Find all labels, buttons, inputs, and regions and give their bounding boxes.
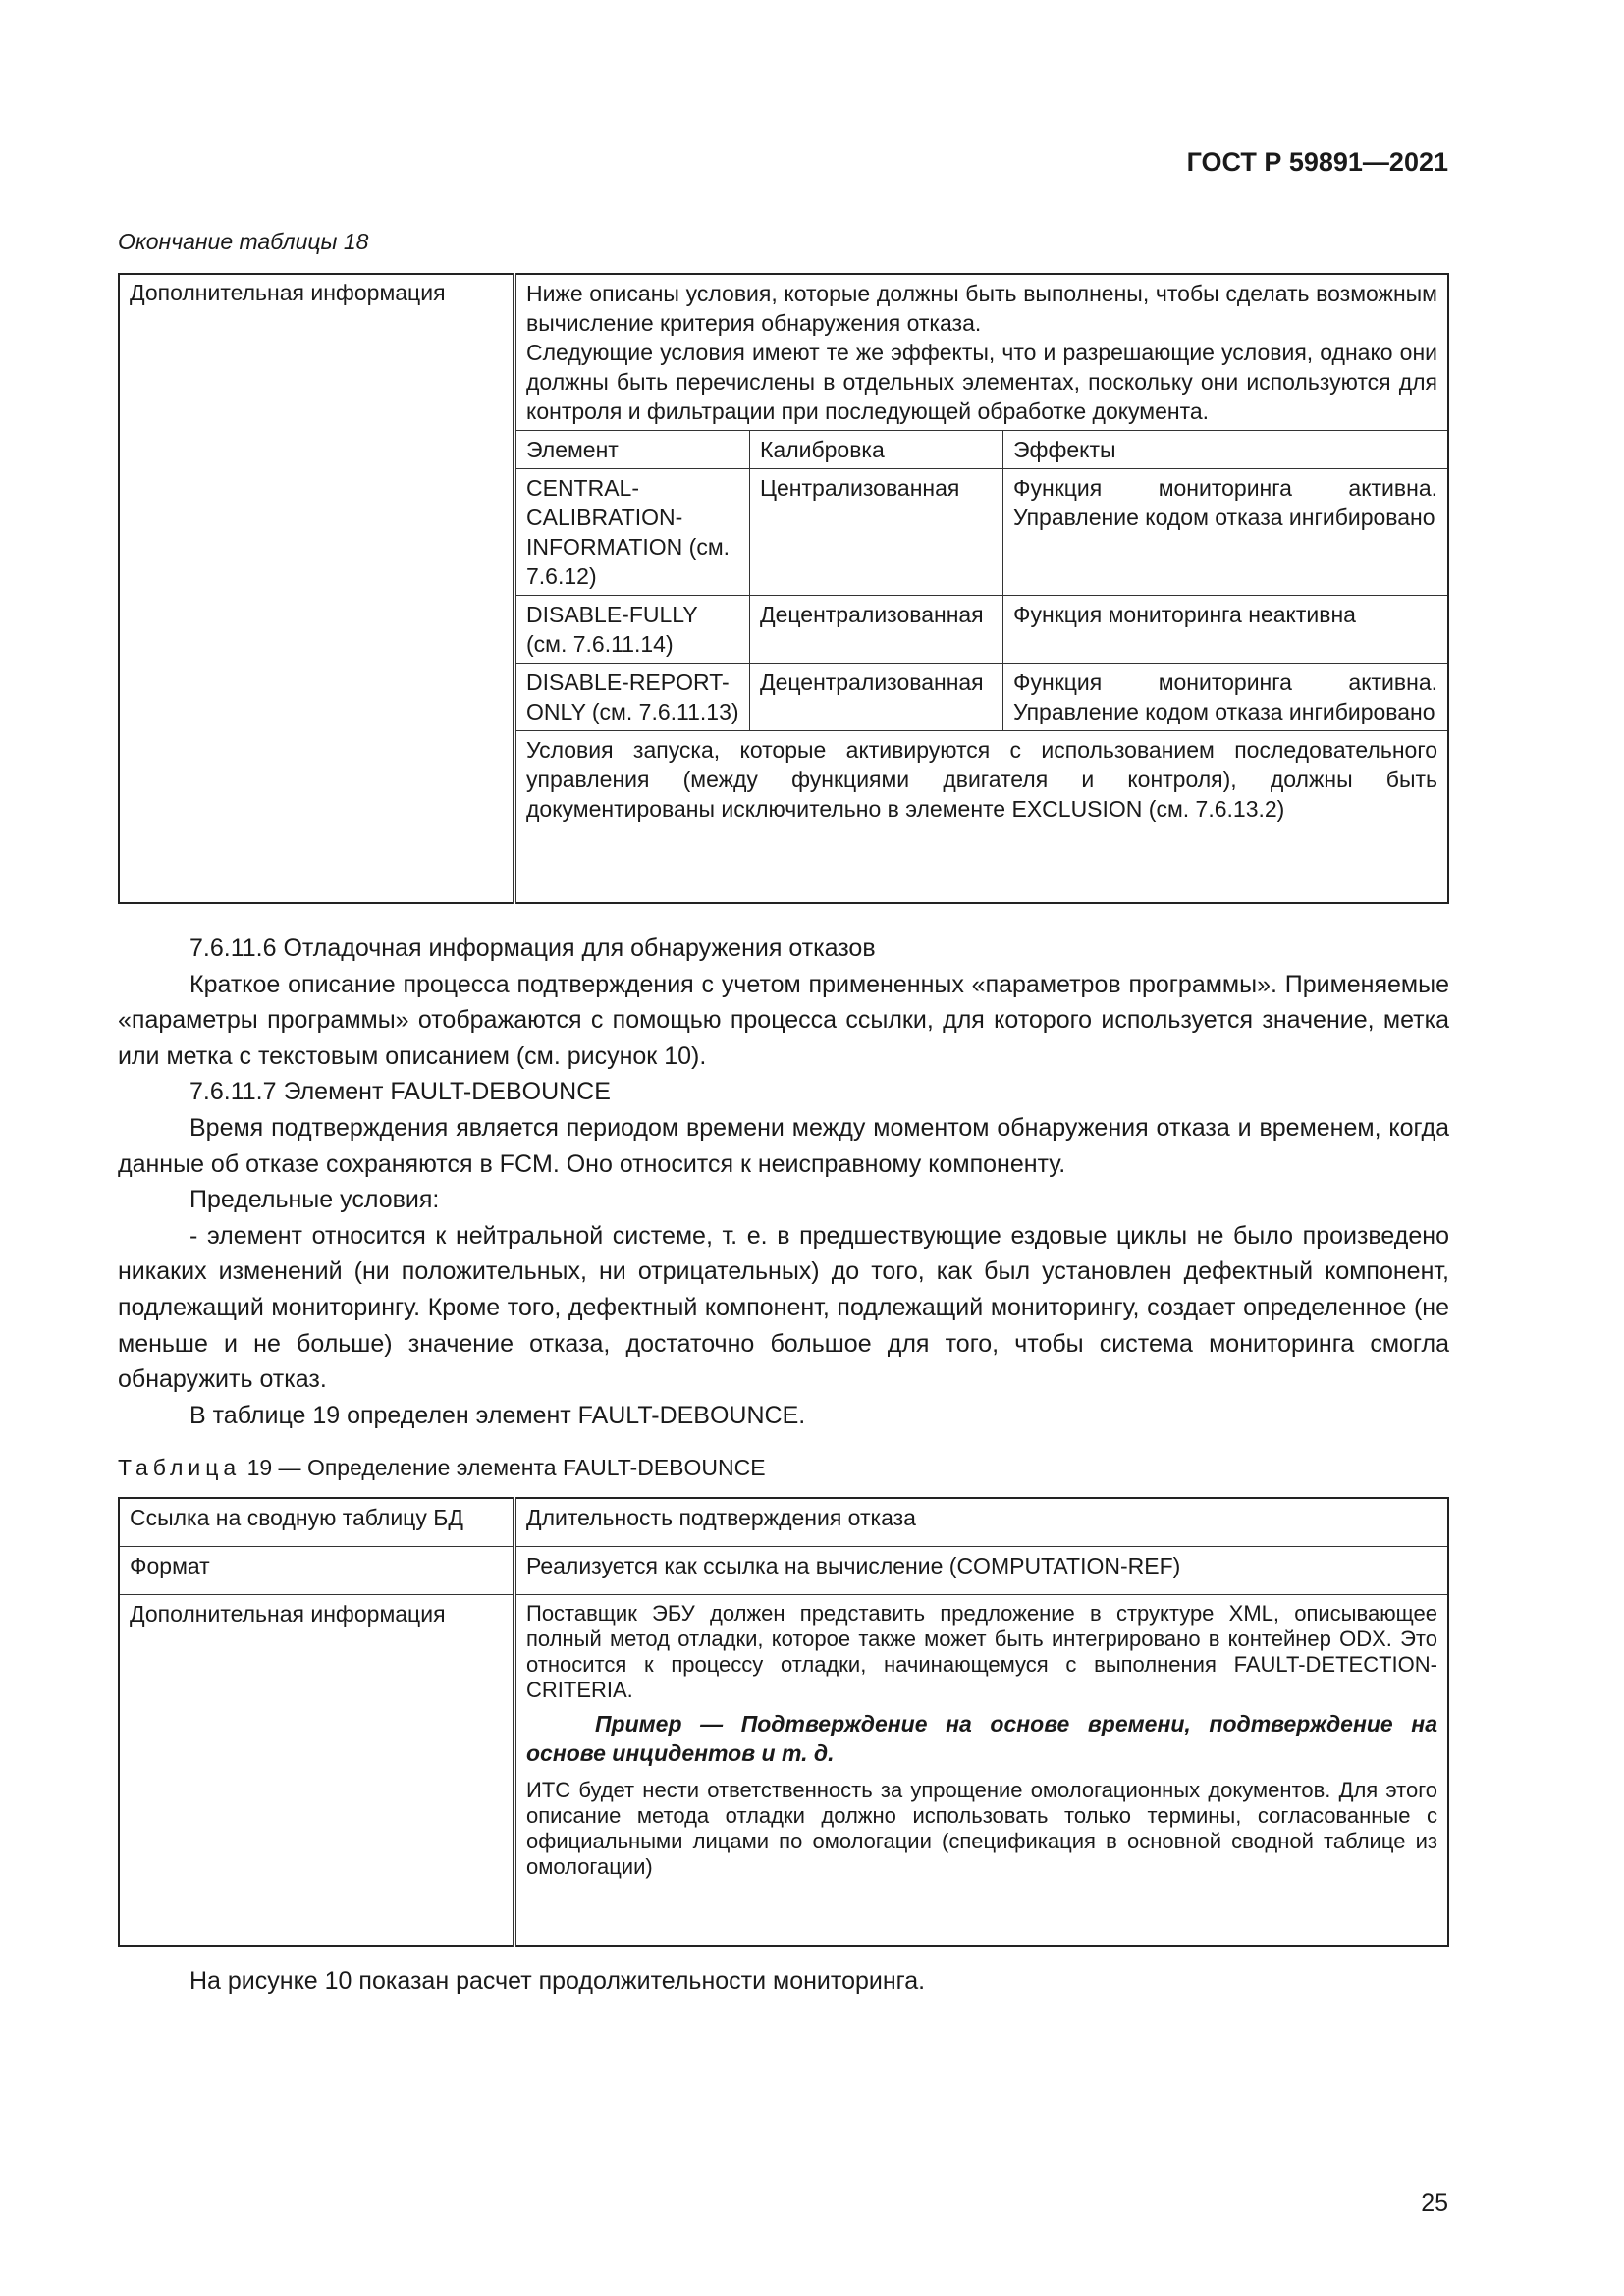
- row-effects: Функция мониторинга активна. Управление кодом отказа ингибировано: [1003, 664, 1448, 731]
- body-text: [118, 931, 1449, 1433]
- table18-intro-1: Ниже описаны условия, которые должны быть выполнены, чтобы сделать возможным вычисление критерия обнаружения отказа.: [526, 281, 1437, 336]
- row-effects: Функция мониторинга неактивна: [1003, 596, 1448, 664]
- table-row: [119, 1498, 1448, 1546]
- table19-caption: [118, 1455, 766, 1481]
- table19-r3-label: Дополнительная информация: [119, 1594, 514, 1946]
- table19-r2-label: Формат: [119, 1546, 514, 1594]
- paragraph: Предельные условия:: [189, 1186, 440, 1214]
- table-19: [118, 1497, 1449, 1947]
- table18-content: [514, 274, 1448, 903]
- table19-r3-value: [514, 1594, 1448, 1946]
- table19-r3-paragraph: Поставщик ЭБУ должен представить предложение в структуре XML, описывающее полный метод отладки, которое также может быть интегрировано в контейнер ODX. Это относится к процессу отладки, начинающемуся с выполнения FAULT-DETECTION-CRITERIA.: [526, 1600, 1437, 1702]
- table-row: [516, 469, 1447, 596]
- table19-r2-value: Реализуется как ссылка на вычисление (COMPUTATION-REF): [514, 1546, 1448, 1594]
- table19-r1-label: Ссылка на сводную таблицу БД: [119, 1498, 514, 1546]
- table-row: [119, 1546, 1448, 1594]
- paragraph: В таблице 19 определен элемент FAULT-DEBOUNCE.: [189, 1401, 806, 1429]
- column-header-element: Элемент: [516, 431, 750, 469]
- row-calibration: Централизованная: [750, 469, 1003, 596]
- table18-label: Дополнительная информация: [119, 274, 514, 903]
- closing-paragraph: На рисунке 10 показан расчет продолжительности мониторинга.: [189, 1967, 926, 1995]
- table-row: [119, 1594, 1448, 1946]
- row-calibration: Децентрализованная: [750, 596, 1003, 664]
- paragraph: Время подтверждения является периодом времени между моментом обнаружения отказа и временем, когда данные об отказе сохраняются в FCM. Оно относится к неисправному компоненту.: [118, 1113, 1449, 1178]
- section-heading: 7.6.11.6 Отладочная информация для обнаружения отказов: [189, 934, 876, 962]
- subtable-header-row: [516, 431, 1447, 469]
- table18-subtable: [516, 430, 1447, 730]
- section-heading: 7.6.11.7 Элемент FAULT-DEBOUNCE: [189, 1078, 611, 1106]
- paragraph: - элемент относится к нейтральной системе, т. е. в предшествующие ездовые циклы не было произведено никаких изменений (ни положительных, ни отрицательных) до того, как был установлен дефектный компонент, подлежащий мониторингу. Кроме того, дефектный компонент, подлежащий мониторингу, создает определенное (не меньше и не больше) значение отказа, достаточно большое для того, чтобы система мониторинга смогла обнаружить отказ.: [118, 1221, 1449, 1394]
- document-id: ГОСТ Р 59891—2021: [1186, 147, 1448, 177]
- table19-caption-title: 19 — Определение элемента FAULT-DEBOUNCE: [246, 1455, 766, 1480]
- table18-intro: [516, 275, 1447, 430]
- paragraph: Краткое описание процесса подтверждения с учетом примененных «параметров программы». Применяемые «параметры программы» отображаются с помощью процесса ссылки, для которого используется значение, метка или метка с текстовым описанием (см. рисунок 10).: [118, 970, 1449, 1070]
- row-element: DISABLE-FULLY (см. 7.6.11.14): [516, 596, 750, 664]
- table-row: [516, 596, 1447, 664]
- table-18: [118, 273, 1449, 904]
- row-element: CENTRAL-CALIBRATION-INFORMATION (см. 7.6.12): [516, 469, 750, 596]
- column-header-effects: Эффекты: [1003, 431, 1448, 469]
- table-row: [516, 664, 1447, 731]
- row-element: DISABLE-REPORT-ONLY (см. 7.6.11.13): [516, 664, 750, 731]
- table19-example: Пример — Подтверждение на основе времени, подтверждение на основе инцидентов и т. д.: [526, 1710, 1437, 1766]
- column-header-calibration: Калибровка: [750, 431, 1003, 469]
- table-continuation-label: Окончание таблицы 18: [118, 229, 369, 254]
- page-number: 25: [1421, 2189, 1448, 2216]
- row-calibration: Децентрализованная: [750, 664, 1003, 731]
- table19-caption-prefix: Таблица: [118, 1455, 242, 1480]
- table18-intro-2: Следующие условия имеют те же эффекты, что и разрешающие условия, однако они должны быть перечислены в отдельных элементах, поскольку они используются для контроля и фильтрации при последующей обработке документа.: [526, 340, 1437, 424]
- table19-r3-paragraph: ИТС будет нести ответственность за упрощение омологационных документов. Для этого описание метода отладки должно использовать только термины, согласованные с официальными лицами по омологации (спецификация в основной сводной таблице из омологации): [526, 1777, 1437, 1879]
- row-effects: Функция мониторинга активна. Управление кодом отказа ингибировано: [1003, 469, 1448, 596]
- table18-footer: Условия запуска, которые активируются с использованием последовательного управления (между функциями двигателя и контроля), должны быть документированы исключительно в элементе EXCLUSION (см. 7.6.13.2): [516, 730, 1447, 828]
- table19-r1-value: Длительность подтверждения отказа: [526, 1505, 916, 1530]
